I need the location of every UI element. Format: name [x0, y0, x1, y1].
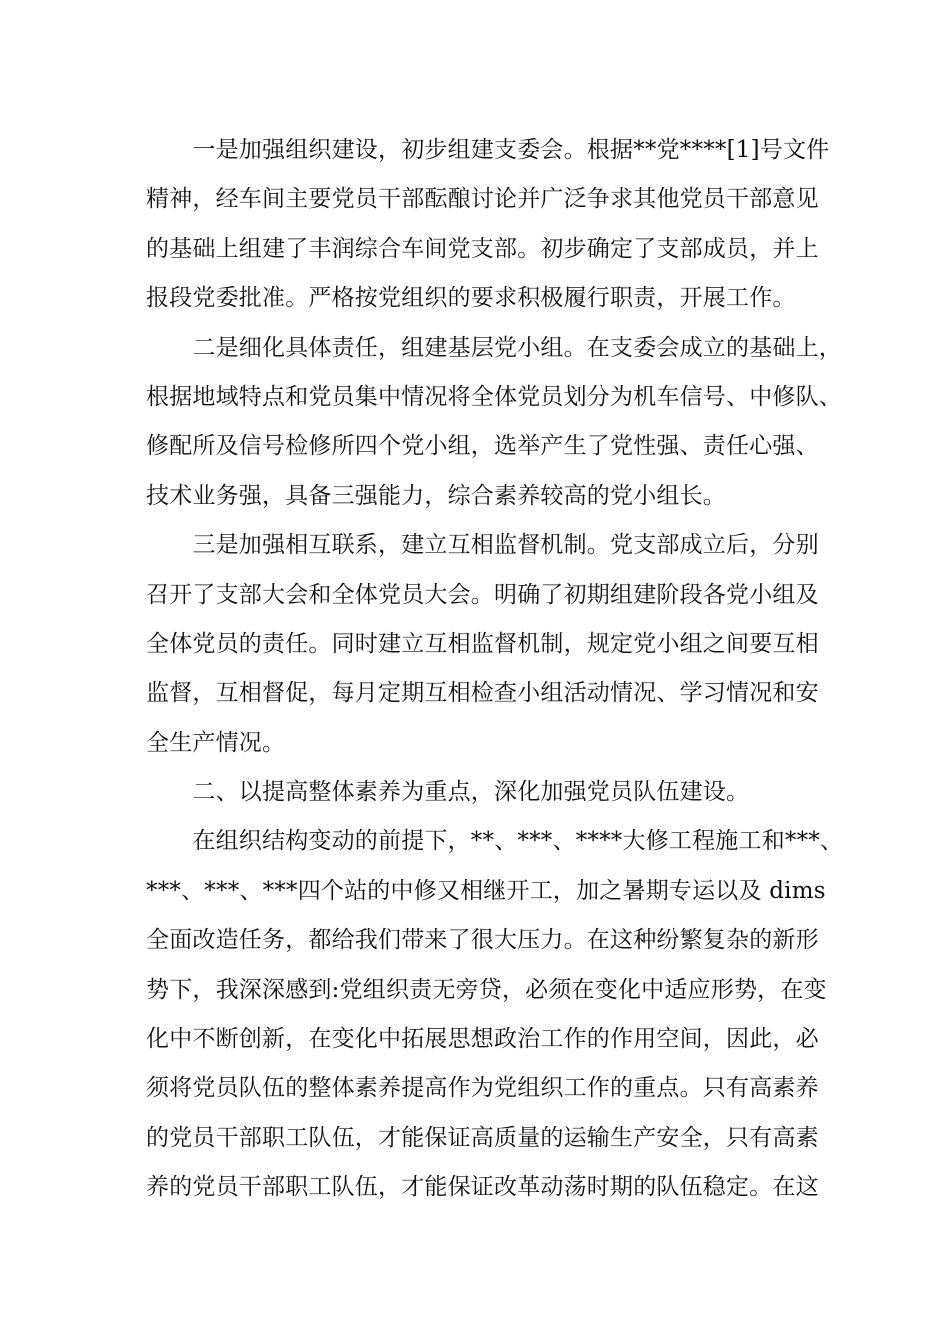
text-line: 须将党员队伍的整体素养提高作为党组织工作的重点。只有高素养 [146, 1075, 819, 1102]
text-line: 修配所及信号检修所四个党小组，选举产生了党性强、责任心强、 [146, 433, 819, 460]
text-line: 在组织结构变动的前提下，**、***、****大修工程施工和***、 [146, 828, 844, 855]
text-line: 势下，我深深感到:党组织责无旁贷，必须在变化中适应形势，在变 [146, 976, 827, 1003]
text-line: ***、***、***四个站的中修又相继开工，加之暑期专运以及 dims [146, 877, 826, 904]
text-line: 三是加强相互联系，建立互相监督机制。党支部成立后，分别 [146, 532, 819, 559]
section-heading: 二、以提高整体素养为重点，深化加强党员队伍建设。 [146, 779, 750, 806]
text-line: 召开了支部大会和全体党员大会。明确了初期组建阶段各党小组及 [146, 581, 819, 608]
text-line: 二是细化具体责任，组建基层党小组。在支委会成立的基础上， [146, 334, 842, 361]
text-line: 的党员干部职工队伍，才能保证高质量的运输生产安全，只有高素 [146, 1124, 819, 1151]
text-line: 化中不断创新，在变化中拓展思想政治工作的作用空间，因此，必 [146, 1026, 819, 1053]
text-line: 精神，经车间主要党员干部酝酿讨论并广泛争求其他党员干部意见 [146, 186, 819, 213]
text-line: 全体党员的责任。同时建立互相监督机制，规定党小组之间要互相 [146, 630, 819, 657]
text-line: 技术业务强，具备三强能力，综合素养较高的党小组长。 [146, 482, 726, 509]
text-line: 一是加强组织建设，初步组建支委会。根据**党****[1]号文件 [146, 137, 830, 163]
text-line: 根据地域特点和党员集中情况将全体党员划分为机车信号、中修队、 [146, 383, 842, 410]
text-line: 全面改造任务，都给我们带来了很大压力。在这种纷繁复杂的新形 [146, 927, 819, 954]
document-body [146, 126, 844, 1213]
text-line: 监督，互相督促，每月定期互相检查小组活动情况、学习情况和安 [146, 680, 819, 707]
text-line: 的基础上组建了丰润综合车间党支部。初步确定了支部成员，并上 [146, 235, 819, 262]
text-line: 养的党员干部职工队伍，才能保证改革动荡时期的队伍稳定。在这 [146, 1174, 819, 1201]
text-line: 全生产情况。 [146, 729, 286, 756]
text-line: 报段党委批准。严格按党组织的要求积极履行职责，开展工作。 [146, 285, 796, 312]
